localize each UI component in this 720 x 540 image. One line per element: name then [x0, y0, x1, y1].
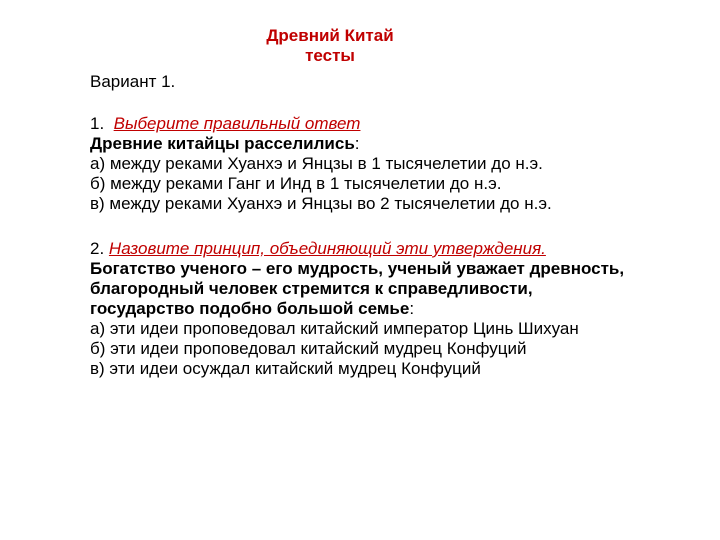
- question-1-number: 1.: [90, 114, 105, 133]
- variant-label: Вариант 1.: [90, 72, 176, 91]
- question-1-option-c: в) между реками Хуанхэ и Янцзы во 2 тысячелетии до н.э.: [90, 194, 552, 213]
- question-1-option-a: а) между реками Хуанхэ и Янцзы в 1 тысячелетии до н.э.: [90, 154, 543, 173]
- question-2-stem-line-3-text: государство подобно большой семье: [90, 299, 410, 318]
- slide-title: Древний Китай: [266, 26, 394, 45]
- question-2-heading: [90, 239, 710, 259]
- question-spacer: [90, 214, 710, 239]
- question-1-stem: [90, 134, 710, 154]
- question-2-prompt: Назовите принцип, объединяющий эти утверждения.: [108, 239, 546, 258]
- question-2-stem-line-3: [90, 299, 710, 319]
- question-2-stem-colon: :: [409, 299, 415, 318]
- question-2-option-c: в) эти идеи осуждал китайский мудрец Конфуций: [90, 359, 481, 378]
- question-2-stem-line-2: благородный человек стремится к справедливости,: [90, 279, 533, 298]
- question-2-number: 2.: [90, 239, 105, 258]
- question-2-stem-line-1: Богатство ученого – его мудрость, ученый уважает древность,: [90, 259, 625, 278]
- question-2-option-b: б) эти идеи проповедовал китайский мудрец Конфуций: [90, 339, 527, 358]
- slide-subtitle: тесты: [305, 46, 355, 65]
- questions-block: [90, 114, 710, 379]
- question-1-option-b: б) между реками Ганг и Инд в 1 тысячелетии до н.э.: [90, 174, 502, 193]
- slide-header: [230, 26, 430, 66]
- question-1-heading: [90, 114, 710, 134]
- question-1-stem-text: Древние китайцы расселились: [90, 134, 355, 153]
- question-2-option-a: а) эти идеи проповедовал китайский император Цинь Шихуан: [90, 319, 579, 338]
- question-1-prompt: Выберите правильный ответ: [113, 114, 361, 133]
- question-1-stem-colon: :: [354, 134, 360, 153]
